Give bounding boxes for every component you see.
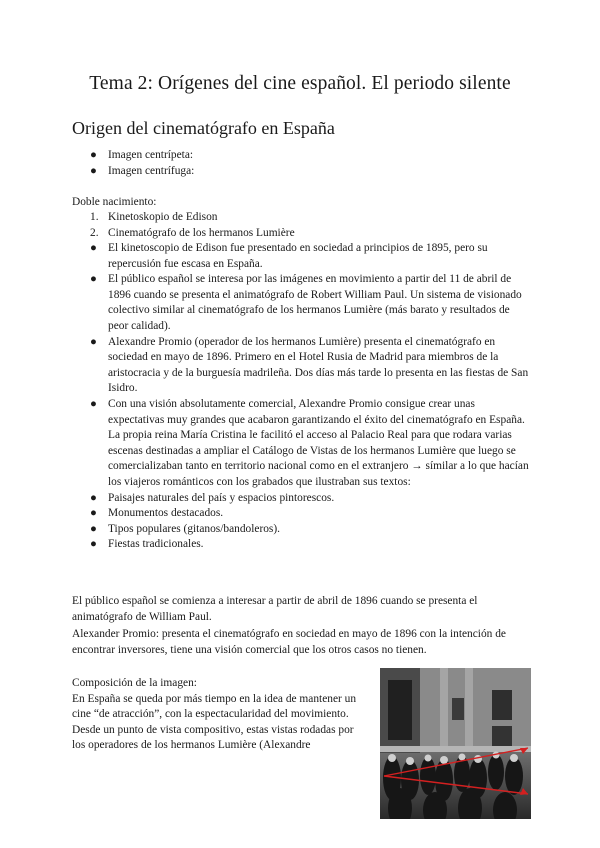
list-item: ● El público español se interesa por las imágenes en movimiento a partir del 11 de abril de 1896 cuando se presenta el animatógrafo de Robert William Paul. Un sistema de visionado colectivo similar al cinematógrafo de los hermanos Lumière (más barato y resultados de peor calidad). [90,273,522,332]
paragraph-animatografo: El público español se comienza a interesar a partir de abril de 1896 cuando se presenta el animatógrafo de William Paul. [72,595,478,623]
composition-heading: Composición de la imagen: [72,677,197,689]
history-bullet-list [90,241,530,553]
list-item: ● Imagen centrífuga: [90,164,530,180]
composition-text: En España se queda por más tiempo en la idea de mantener un cine “de atracción”, con la espectacularidad del movimiento. Desde un punto de vista compositivo, estas vistas rodadas por los operadores de los hermanos Lumière (Alexandre [72,692,357,752]
list-item: ● El kinetoscopio de Edison fue presentado en sociedad a principios de 1895, pero su repercusión fue escasa en España. [90,242,488,270]
list-item: ● Con una visión absolutamente comercial, Alexandre Promio consigue crear unas expectativas muy grandes que acabaron garantizando el éxito del cinematógrafo en España. La propia reina María Cristina le facilitó el acceso al Palacio Real para que rodara varias escenas destinadas a ampliar el Catálogo de Vistas de los hermanos Lumière que luego se comercializaban tanto en territorio nacional como en el extranjero → símilar a lo que hacían los viajeros románticos con los grabados que ilustraban sus textos: [90,397,529,488]
list-item: 2. Cinematógrafo de los hermanos Lumière [90,226,295,239]
list-item: ● Fiestas tradicionales. [90,537,530,553]
list-item: 1. Kinetoskopio de Edison [90,211,218,223]
composition-block [72,676,362,754]
image-type-list [90,148,530,179]
list-item: ● Paisajes naturales del país y espacios pintorescos. [90,491,530,507]
bullet-icon: ● [90,335,97,348]
bullet-icon: ● [90,507,97,520]
bullet-icon: ● [90,491,97,504]
bullet-icon: ● [90,522,97,535]
bullet-icon: ● [90,149,97,161]
film-still-photo [380,668,531,819]
section-heading: Origen del cinematógrafo en España [72,118,335,138]
page-title: Tema 2: Orígenes del cine español. El periodo silente [89,73,511,94]
numbered-list [90,210,530,241]
list-item: ● Alexandre Promio (operador de los hermanos Lumière) presenta el cinematógrafo en sociedad en mayo de 1896. Primero en el Hotel Rusia de Madrid para miembros de la aristocracia y de la burguesía madrileña. Dos días más tarde lo presenta en las fiestas de San Isidro. [90,335,529,395]
list-item: ● Tipos populares (gitanos/bandoleros). [90,522,530,538]
bullet-icon: ● [90,164,97,177]
bullet-icon: ● [90,273,97,286]
bullet-icon: ● [90,538,97,551]
doble-nacimiento-label: Doble nacimiento: [72,196,157,208]
bullet-icon: ● [90,242,97,254]
list-item: ● Imagen centrípeta: [90,148,530,164]
paragraph-promio: Alexander Promio: presenta el cinematógrafo en sociedad en mayo de 1896 con la intención de encontrar inversores, tiene una visión comercial que los otros casos no tienen. [72,628,506,656]
list-item: ● Monumentos destacados. [90,506,530,522]
bullet-icon: ● [90,397,97,410]
film-still-image [380,668,531,819]
